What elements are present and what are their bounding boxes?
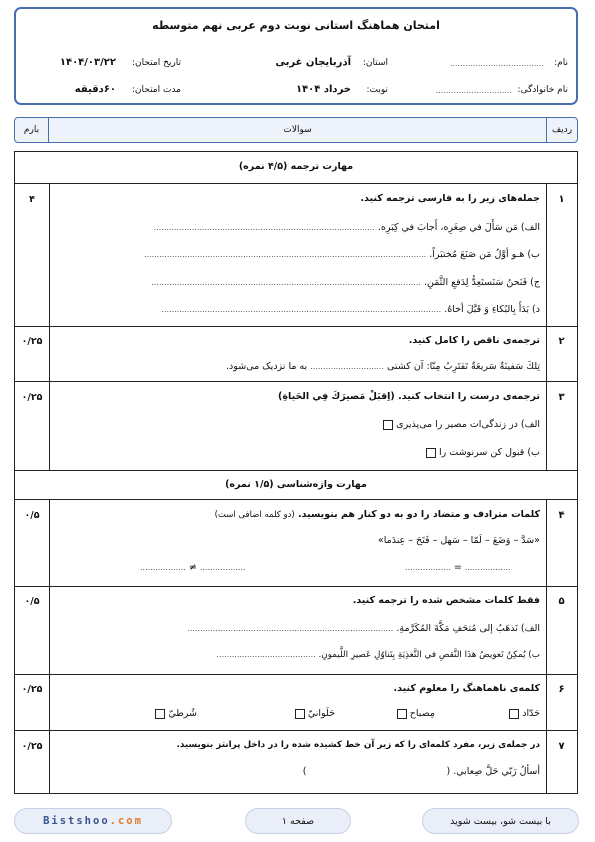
- q2-score: ۰/۲۵: [21, 336, 43, 347]
- q6-option-1-checkbox[interactable]: [509, 709, 519, 719]
- q4-neq-sign: ≠: [188, 562, 197, 573]
- date-value: ۱۴۰۴/۰۳/۲۲: [59, 57, 116, 68]
- q7-sentence-text: أسألُ رَبّي حَلَّ صِعابي. (: [446, 766, 540, 777]
- name-label: نام:: [554, 58, 568, 68]
- q1-a-answer[interactable]: .......................................................................................: [153, 223, 375, 232]
- footer-site-link[interactable]: [14, 808, 172, 834]
- col-questions-header: سوالات: [283, 125, 312, 135]
- q5-b-answer[interactable]: .......................................: [216, 650, 316, 659]
- q6-option-2: [394, 708, 435, 719]
- q5-score: ۰/۵: [24, 596, 40, 607]
- family-field[interactable]: ..............................: [435, 86, 512, 95]
- q1-item-c: [151, 277, 540, 288]
- footer-slogan: با بیست شو، بیست شوید: [422, 808, 579, 834]
- q5-item-a: [187, 623, 540, 634]
- q4-score: ۰/۵: [24, 510, 40, 521]
- q3-number: ۳: [558, 392, 565, 403]
- term-value: خرداد ۱۴۰۴: [295, 84, 351, 95]
- footer-site-main: Bistshoo: [43, 815, 110, 827]
- q3-option-b: [423, 447, 540, 458]
- q3-b-text: ب) قبول کن سرنوشت را: [439, 447, 540, 458]
- q3-b-checkbox[interactable]: [426, 448, 436, 458]
- q5-item-b: [216, 650, 540, 660]
- q1-d-answer[interactable]: ..............................................................................................................: [161, 305, 442, 314]
- exam-title: امتحان هماهنگ استانی نوبت دوم عربی نهم متوسطه: [152, 19, 440, 32]
- q6-option-4: [152, 708, 197, 719]
- q7-score: ۰/۲۵: [21, 741, 43, 752]
- q7-number: ۷: [558, 741, 565, 752]
- q4-words: «سَدَّ – وَضَعَ – لَمّا – سَهل – فَتَحَ – عِندَما»: [377, 535, 540, 546]
- col-score-header: بارم: [23, 125, 40, 135]
- footer-page-number: صفحه ۱: [245, 808, 351, 834]
- q7-title: در جمله‌ی زیر، مفرد کلمه‌ای را که زیر آن خط کشیده شده را در داخل پرانتز بنویسید.: [176, 740, 540, 750]
- q3-a-text: الف) در زندگی‌ات مصیر را می‌پذیری: [396, 419, 540, 430]
- q6-score: ۰/۲۵: [21, 684, 43, 695]
- q5-a-text: الف) نَذهَبُ إلى مُتحَفِ مَكَّةَ المُكَرَّمةِ.: [396, 623, 540, 634]
- q5-title: فقط کلمات مشخص شده را ترجمه کنید.: [352, 595, 540, 606]
- q6-option-1-text: حَدّاد: [522, 708, 540, 719]
- q1-b-text: ب) هـو أوَّلُ مَن صَنَعَ مُختبَراً.: [429, 249, 540, 260]
- q4-number: ۴: [558, 510, 565, 521]
- q1-item-d: [161, 304, 540, 315]
- province-label: استان:: [362, 58, 388, 68]
- q6-number: ۶: [558, 684, 565, 695]
- q6-option-3: [292, 708, 335, 719]
- name-field[interactable]: .....................................: [449, 59, 544, 68]
- q2-arabic: تِلكَ سَفينَةٌ سَريعَةٌ تَقتَرِبُ مِنّا: آن كشتی: [387, 361, 540, 372]
- term-label: نوبت:: [366, 85, 388, 95]
- footer-site-tld: .com: [109, 815, 143, 827]
- q2-rest: به ما نزدیک می‌شود.: [226, 361, 308, 372]
- q3-title-text: ترجمه‌ی درست را انتخاب کنید.: [398, 391, 540, 402]
- section-vocabulary: مهارت واژه‌شناسی (۱/۵ نمره): [225, 479, 367, 490]
- duration-value: ۶۰دقیقه: [74, 84, 116, 95]
- q6-option-3-text: حَلَوانيّ: [307, 708, 335, 719]
- province-value: آذربایجان غربی: [275, 57, 351, 68]
- q4-neq-right-blank[interactable]: ..................: [199, 563, 246, 572]
- family-label: نام خانوادگی:: [517, 85, 568, 95]
- q1-c-answer[interactable]: ..........................................................................................................: [151, 278, 421, 287]
- q4-equal-pair: [405, 562, 511, 573]
- q4-neq-left-blank[interactable]: ..................: [140, 563, 186, 572]
- q4-opposite-pair: [140, 562, 246, 573]
- q1-score: ۴: [29, 194, 35, 205]
- duration-label: مدت امتحان:: [131, 85, 181, 95]
- col-row-header: ردیف: [551, 125, 573, 135]
- column-header-bar: [14, 117, 578, 143]
- exam-header: [14, 7, 578, 105]
- q2-answer[interactable]: .............................: [310, 362, 384, 371]
- q3-score: ۰/۲۵: [21, 392, 43, 403]
- questions-table: [14, 151, 578, 794]
- q1-number: ۱: [558, 194, 565, 205]
- q1-a-text: الف) مَن سَأَلَ في صِغَرِه، أَجابَ في كِبَرِه.: [377, 222, 540, 233]
- q3-option-a: [380, 419, 540, 430]
- date-label: تاریخ امتحان:: [132, 58, 181, 68]
- q1-d-text: د) بَدَأَ بِالبُكاءِ وَ قَبَّلَ أخاهُ.: [444, 304, 540, 315]
- q6-option-4-text: شُرطيّ: [168, 708, 197, 719]
- q4-title: [215, 509, 540, 520]
- q4-note: (دو کلمه اضافی است): [214, 510, 295, 520]
- q7-sentence: [303, 766, 540, 777]
- q3-a-checkbox[interactable]: [383, 420, 393, 430]
- q1-b-answer[interactable]: ...............................................................................................................: [143, 250, 427, 259]
- q7-close-paren: ): [302, 766, 307, 777]
- q6-option-2-checkbox[interactable]: [397, 709, 407, 719]
- q6-option-3-checkbox[interactable]: [295, 709, 305, 719]
- q1-item-a: [154, 222, 540, 233]
- q5-a-answer[interactable]: .................................................................................: [187, 624, 394, 633]
- q4-eq-right-blank[interactable]: ..................: [464, 563, 511, 572]
- q6-option-4-checkbox[interactable]: [155, 709, 165, 719]
- q2-number: ۲: [558, 336, 565, 347]
- q6-title: کلمه‌ی ناهماهنگ را معلوم کنید.: [393, 683, 540, 694]
- q6-option-1: [506, 708, 540, 719]
- q4-eq-left-blank[interactable]: ..................: [405, 563, 451, 572]
- q5-number: ۵: [558, 596, 565, 607]
- q1-title: جمله‌های زیر را به فارسی ترجمه کنید.: [360, 193, 540, 204]
- section-translation: مهارت ترجمه (۴/۵ نمره): [238, 161, 354, 172]
- q1-c-text: ج) فَنَحنُ سَنَستَعِدُّ لِدَفعِ الثَّمَنِ.: [423, 277, 540, 288]
- q5-b-text: ب) يُمكِنُ تَعويضُ هذَا النَّقصِ في التَّغذِيَةِ بِتَناوُلِ عَصيرِ اللَّيمونِ.: [318, 650, 540, 660]
- q4-eq-sign: =: [453, 562, 462, 573]
- q2-title: ترجمه‌ی ناقص را کامل کنید.: [408, 335, 540, 346]
- q3-quote: (اِقبَلْ مَصيرَكَ فِي الحَياةِ): [278, 391, 395, 402]
- q4-title-text: کلمات مترادف و متضاد را دو به دو کنار هم بنویسید.: [298, 509, 540, 520]
- q2-sentence: [226, 361, 540, 372]
- q3-title: [278, 391, 540, 402]
- q1-item-b: [144, 249, 540, 260]
- q6-option-2-text: مِصباح: [409, 708, 435, 719]
